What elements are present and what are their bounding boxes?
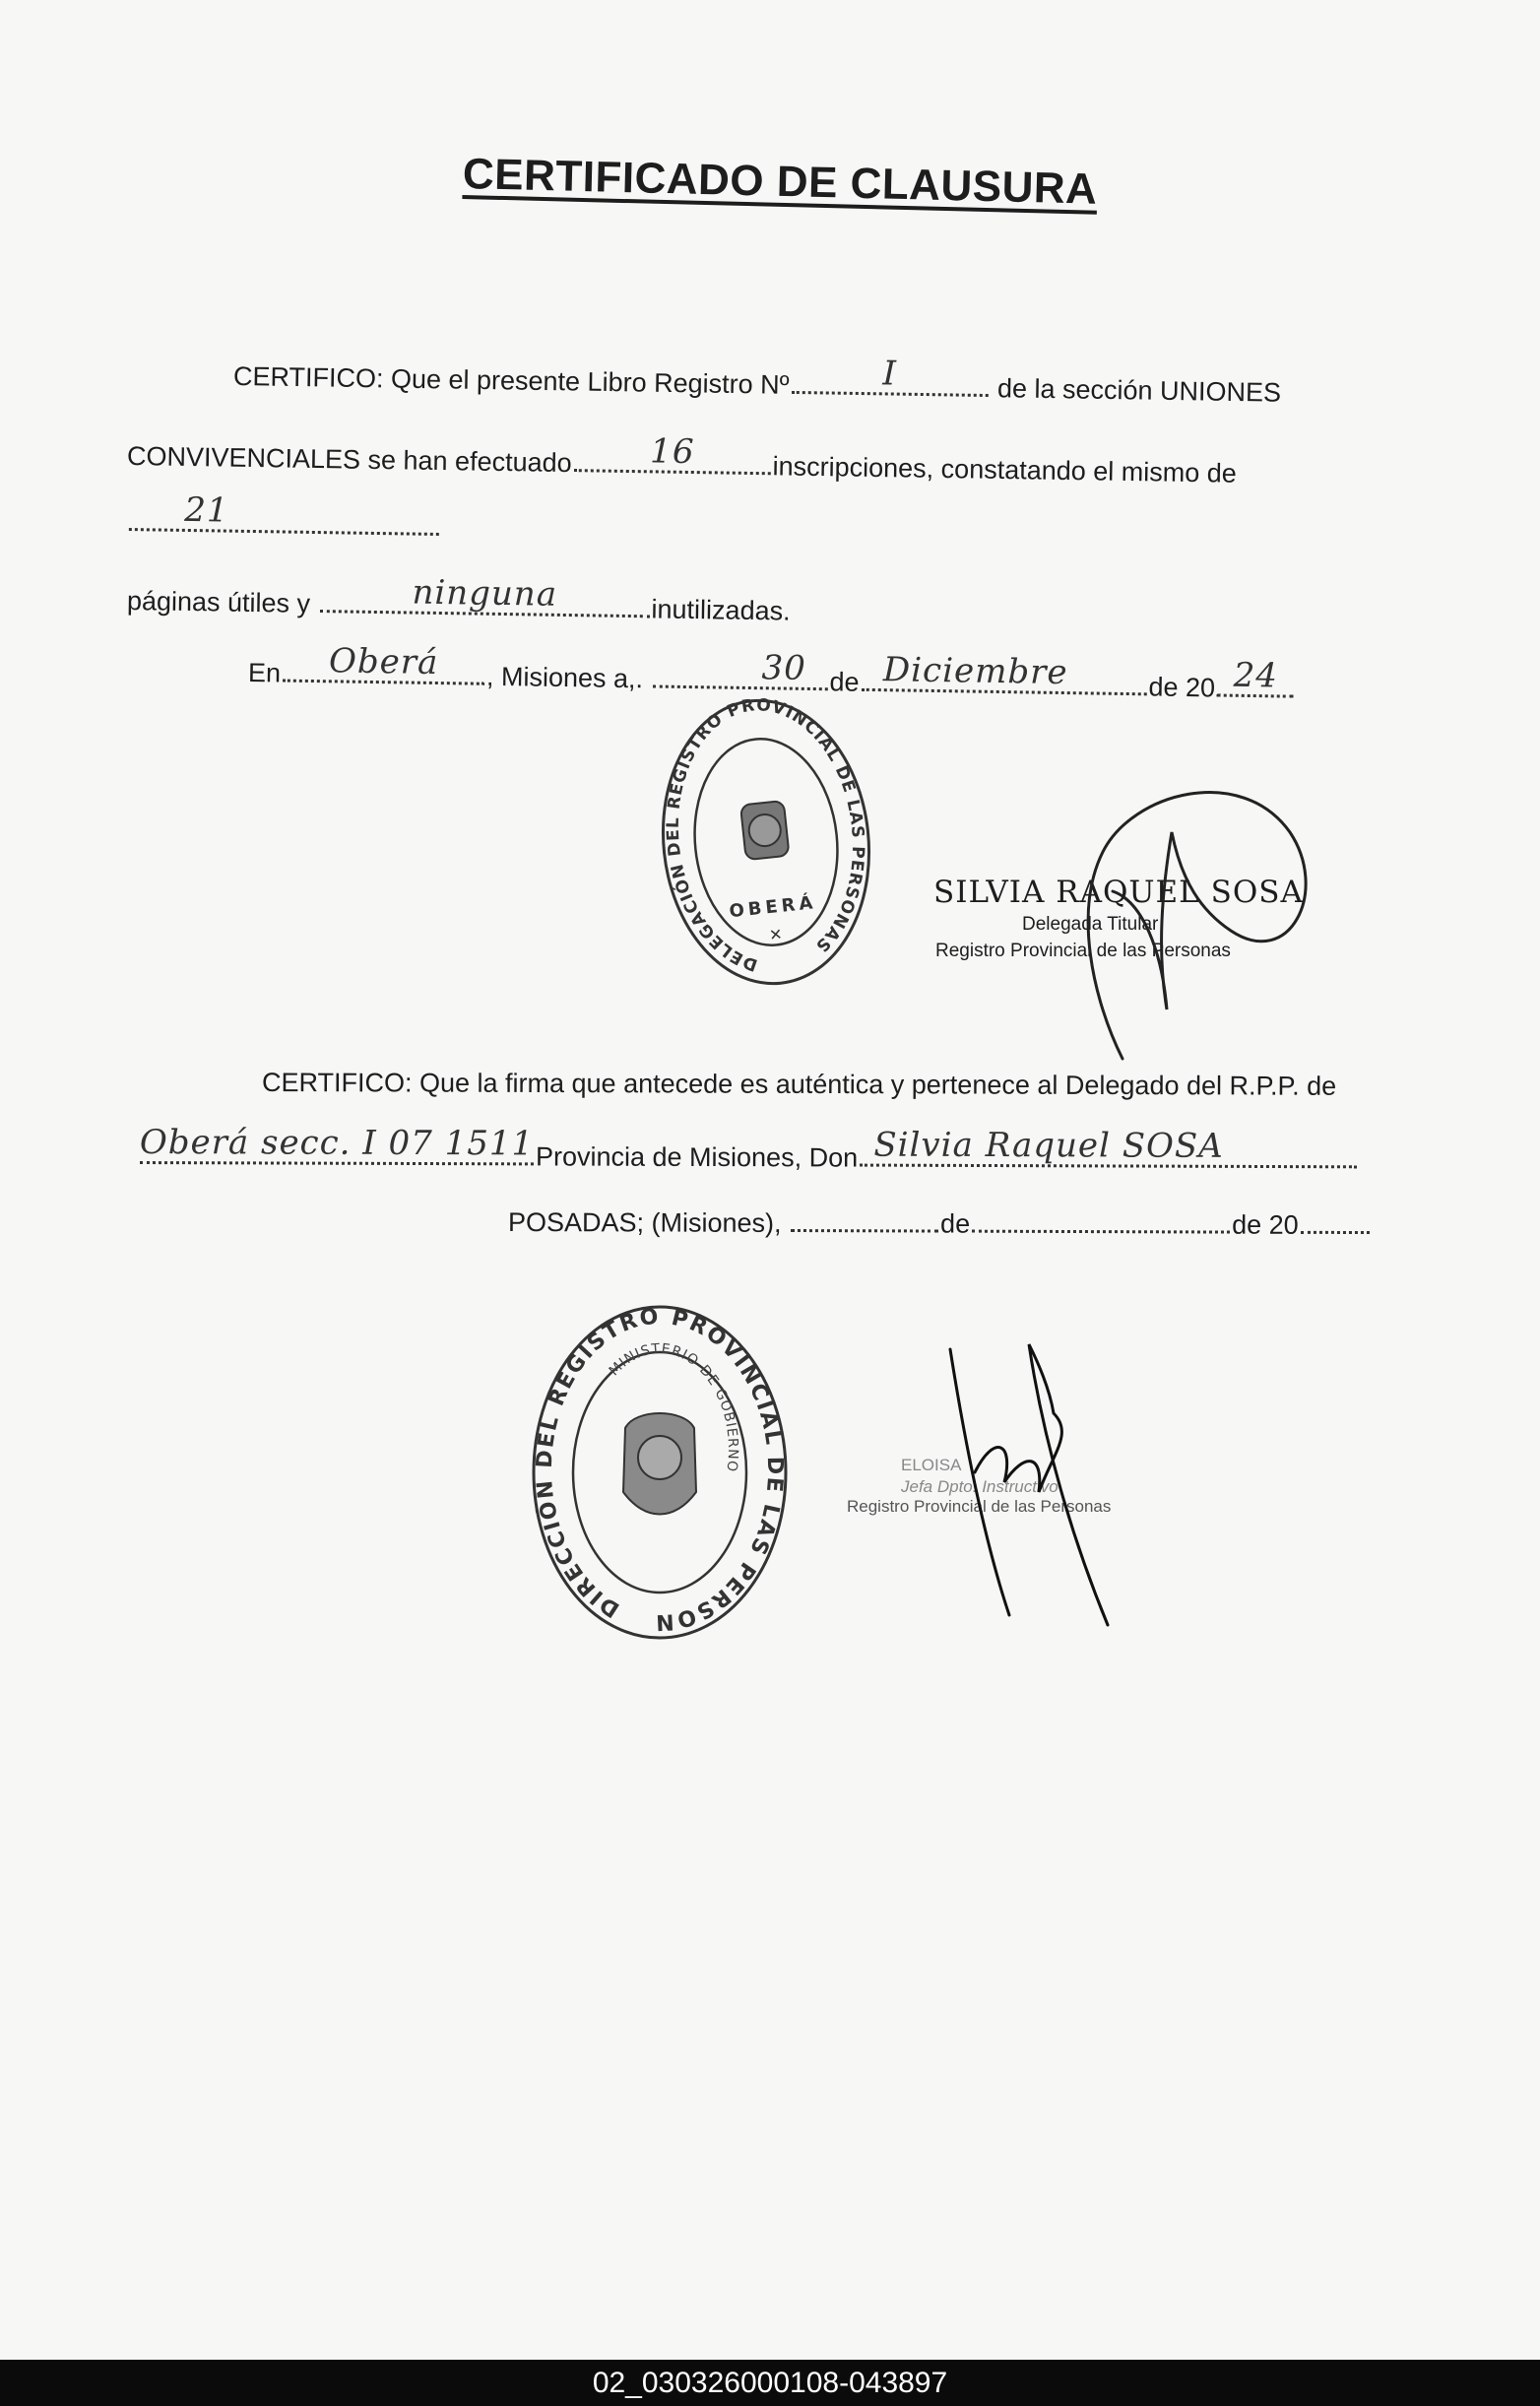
cert1-line3 bbox=[127, 489, 442, 544]
cert2-line1: CERTIFICO: Que la firma que antecede es auténtica y pertenece al Delegado del R.P.P. de bbox=[261, 1068, 1337, 1101]
cert1-line2 bbox=[126, 431, 1238, 490]
cert2-dia-field bbox=[791, 1203, 938, 1233]
direccion-stamp-seal bbox=[517, 1281, 793, 1645]
cert1-line5: En Oberá , Misiones a,. 30 de Diciembre de 20 24 bbox=[248, 653, 1297, 706]
libro-number-field: I bbox=[791, 365, 988, 397]
signer1-name: SILVIA RAQUEL SOSA bbox=[933, 875, 1304, 910]
mes-field: Diciembre bbox=[861, 663, 1146, 696]
cert1-text: inscripciones, constatando el mismo de bbox=[772, 451, 1238, 488]
signer1-org: Registro Provincial de las Personas bbox=[935, 941, 1231, 961]
dia-field: 30 bbox=[652, 659, 827, 690]
lugar-field: Oberá bbox=[283, 654, 484, 685]
svg-text:OBERÁ: OBERÁ bbox=[728, 892, 818, 923]
cert1-line4 bbox=[126, 572, 791, 628]
cert1-text: CONVIVENCIALES se han efectuado bbox=[126, 441, 572, 479]
delegacion-stamp-seal bbox=[658, 694, 874, 990]
document-id-footer: 02_030326000108-043897 bbox=[0, 2360, 1540, 2406]
signer2-role: Jefa Dpto. Instructivo bbox=[901, 1477, 1059, 1496]
svg-text:DELEGACIÓN DEL REGISTRO PROVIN: DELEGACIÓN DEL REGISTRO PROVINCIAL DE LAS PERSONAS bbox=[663, 695, 868, 975]
inscripciones-field: 16 bbox=[574, 443, 771, 475]
signature-2 bbox=[935, 1325, 1132, 1630]
signature-1 bbox=[1063, 773, 1319, 1069]
svg-text:MINISTERIO DE GOBIERNO: MINISTERIO DE GOBIERNO bbox=[606, 1340, 741, 1473]
anio-field: 24 bbox=[1217, 668, 1294, 697]
inutilizadas-field: ninguna bbox=[319, 584, 649, 618]
cert2-lugar-field: Oberá secc. I 07 1511 bbox=[139, 1123, 535, 1164]
cert1-text: de la sección UNIONES bbox=[996, 373, 1282, 408]
cert2-mes-field bbox=[972, 1204, 1230, 1234]
cert1-text: CERTIFICO: Que el presente Libro Registro Nº bbox=[232, 361, 790, 400]
svg-text:✕: ✕ bbox=[768, 924, 784, 945]
cert2-anio-field bbox=[1301, 1205, 1370, 1234]
svg-text:DIRECCIÓN DEL REGISTRO PROVINC: DIRECCIÓN DEL REGISTRO PROVINCIAL DE LAS PERSONAS bbox=[517, 1281, 788, 1635]
cert1-text: páginas útiles y bbox=[126, 586, 311, 618]
cert2-don-field: Silvia Raquel SOSA bbox=[860, 1138, 1357, 1169]
signer2-name: ELOISA bbox=[901, 1456, 962, 1474]
cert2-line3: POSADAS; (Misiones), de de 20 bbox=[508, 1203, 1372, 1242]
signer2-org: Registro Provincial de las Personas bbox=[847, 1497, 1112, 1516]
page-title: CERTIFICADO DE CLAUSURA bbox=[462, 150, 1099, 214]
cert2-line2: Oberá secc. I 07 1511 Provincia de Misiones, Don Silvia Raquel SOSA bbox=[138, 1136, 1359, 1176]
signer1-role: Delegada Titular bbox=[1022, 914, 1159, 935]
cert1-text: inutilizadas. bbox=[651, 594, 791, 626]
cert1-line1 bbox=[232, 354, 1282, 410]
paginas-field: 21 bbox=[129, 502, 439, 536]
